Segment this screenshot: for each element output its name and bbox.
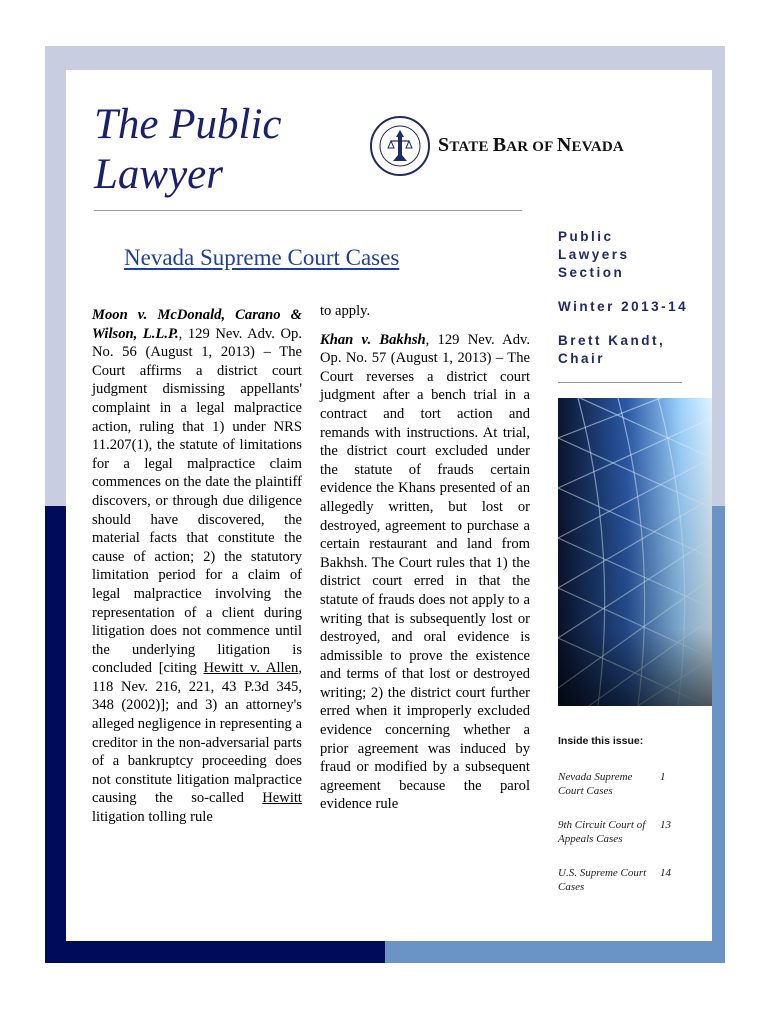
toc-item[interactable]: U.S. Supreme Court Cases 14	[558, 867, 671, 893]
article-column-2: to apply. Khan v. Bakhsh, 129 Nev. Adv. Op. No. 57 (August 1, 2013) – The Court reverses a district court judgment after a bench trial in a contract and tort action and remands with instructions. At trial, the district court excluded under the statute of frauds certain evidence the Khans presented of an allegedly written, but lost or destroyed, agreement to purchase a certain restaurant and land from Bakhsh. The Court rules that 1) the district court erred in that the statute of frauds does not apply to a writing that is subsequently lost or destroyed, and oral evidence is admissible to prove the existence and terms of that lost or destroyed writing; 2) the district court further erred when it improperly excluded evidence concerning whether a prior agreement was induced by fraud or modified by a subsequent agreement because the parol evidence rule	[320, 303, 530, 813]
case-citation-hewitt-2: Hewitt	[262, 790, 302, 807]
case-name-khan: Khan v. Bakhsh	[320, 331, 426, 348]
case-name-moon: Moon v. McDonald, Carano & Wilson, L.L.P.	[92, 307, 302, 342]
title-divider	[94, 210, 522, 211]
newsletter-title: The Public Lawyer	[94, 101, 282, 198]
newsletter-page	[66, 70, 712, 941]
inside-issue-heading: Inside this issue:	[558, 735, 644, 747]
architecture-photo	[558, 398, 712, 706]
issue-date: Winter 2013-14	[558, 299, 689, 314]
article-column-1: Moon v. McDonald, Carano & Wilson, L.L.P., 129 Nev. Adv. Op. No. 56 (August 1, 2013) – The Court affirms a district court judgment dismissing appellants' complaint in a legal malpractice action, ruling that 1) under NRS 11.207(1), the statute of limitations for a legal malpractice claim commences on the date the plaintiff discovers, or through due diligence should have discovered, the material facts that constitute the cause of action; 2) the statutory limitation period for a claim of legal malpractice involving the representation of a client during litigation does not commence until the underlying litigation is concluded [citing Hewitt v. Allen, 118 Nev. 216, 221, 43 P.3d 345, 348 (2002)]; and 3) an attorney's alleged negligence in representing a creditor in the non-adversarial parts of a bankruptcy proceeding does not constitute litigation malpractice causing the so-called Hewitt litigation tolling rule	[92, 307, 302, 826]
case-citation-hewitt: Hewitt v. Allen	[203, 660, 299, 677]
table-of-contents	[558, 770, 708, 914]
toc-item[interactable]: Nevada Supreme Court Cases 1	[558, 771, 666, 797]
organization-name: STATE BAR OF NEVADA	[438, 134, 624, 156]
toc-item[interactable]: 9th Circuit Court of Appeals Cases 13	[558, 819, 671, 845]
state-bar-seal-icon	[369, 115, 431, 177]
case-continued-text: to apply.	[320, 303, 371, 319]
sidebar-divider	[558, 382, 682, 383]
section-name: Public Lawyers Section	[558, 229, 630, 280]
section-chair: Brett Kandt, Chair	[558, 333, 666, 366]
article-headline: Nevada Supreme Court Cases	[124, 245, 400, 270]
